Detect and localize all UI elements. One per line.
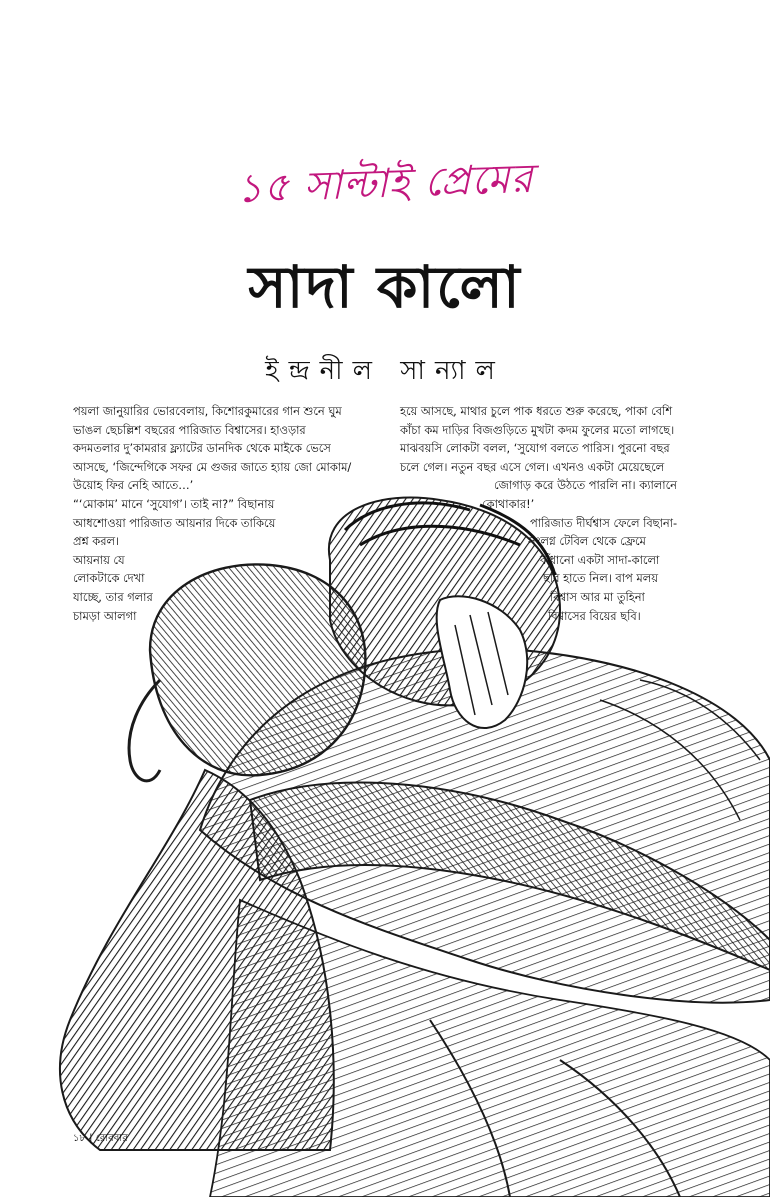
page-folio: ১৮ | রোববার [73, 1133, 128, 1144]
body-column-left [73, 402, 351, 625]
body-line: আসছে, ‘জিন্দেগিকে সফর মে গুজর জাতে হ্যায় জো মোকাম/ [73, 459, 352, 474]
body-line: “‘মোকাম’ মানে ‘সুযোগ’। তাই না?” বিছানায় [73, 496, 275, 511]
body-line: কাঁচা কম দাড়ির বিজগুড়িতে মুখটা কদম ফুলের মতো লাগছে। [400, 422, 675, 437]
body-line: জোগাড় করে উঠতে পারলি না। ক্যালানে [494, 478, 677, 493]
body-line: কোথাকার!’ [482, 496, 535, 511]
body-line: কদমতলার দু’কামরার ফ্ল্যাটের ডানদিক থেকে মাইকে ভেসে [73, 441, 331, 456]
body-line: পয়লা জানুয়ারির ভোরবেলায়, কিশোরকুমারের গান শুনে ঘুম [73, 404, 342, 418]
body-line: পারিজাত দীর্ঘশ্বাস ফেলে বিছানা- [530, 515, 678, 530]
body-line: ছবি হাতে নিল। বাপ মলয় [543, 571, 658, 586]
body-line: বিশ্বাস আর মা তুহিনা [550, 589, 645, 604]
body-line: যাচ্ছে, তার গলার [73, 589, 153, 604]
body-line: সংলগ্ন টেবিল থেকে ফ্রেমে [528, 534, 646, 549]
body-line: আয়নায় যে [73, 552, 125, 567]
body-line: মাঝবয়সি লোকটা বলল, ‘সুযোগ বলতে পারিস। পুরনো বছর [400, 441, 670, 456]
body-line: বাঁধানো একটা সাদা-কালো [540, 552, 660, 567]
body-line: বিশ্বাসের বিয়ের ছবি। [548, 608, 641, 623]
body-line: ভাঙল ছেচল্লিশ বছরের পারিজাত বিশ্বাসের। হাওড়ার [73, 422, 306, 437]
body-line: উয়োহ ফির নেহি আতে…’ [73, 478, 194, 493]
body-line: চামড়া আলগা [73, 608, 137, 623]
body-line: প্রশ্ন করল। [73, 534, 120, 549]
body-column-right [400, 402, 677, 625]
body-line: চলে গেল। নতুন বছর এসে গেল। এখনও একটা মেয়েছেলে [400, 459, 665, 474]
body-line: আধশোওয়া পারিজাত আয়নার দিকে তাকিয়ে [73, 515, 276, 530]
body-line: হয়ে আসছে, মাথার চুলে পাক ধরতে শুরু করেছে, পাকা বেশি [400, 404, 673, 418]
author-byline: ইন্দ্রনীল সান্যাল [265, 356, 505, 386]
body-line: লোকটাকে দেখা [73, 571, 145, 586]
series-title: ১৫ সাল্টাই প্রেমের [235, 155, 535, 213]
story-title: সাদা কালো [248, 253, 522, 321]
